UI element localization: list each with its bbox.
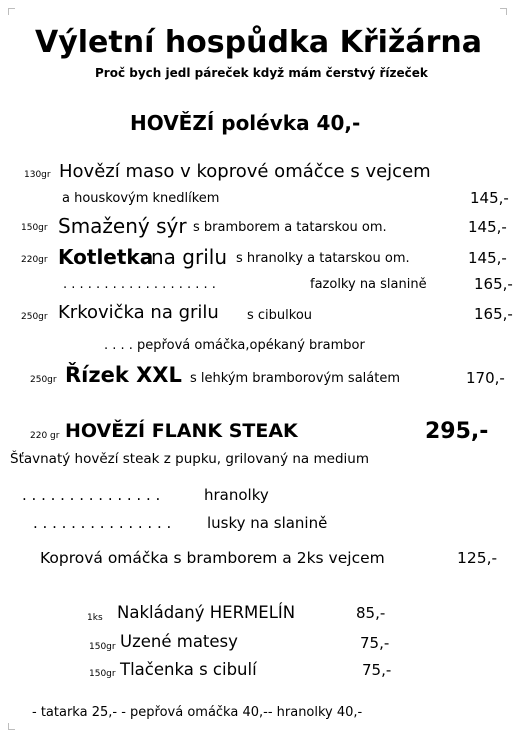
koprova-omacka-price: 125,- [457,549,498,567]
kotleta-weight: 220gr [21,255,48,265]
syr-name: Smažený sýr [58,214,187,238]
rizek-weight: 250gr [30,375,57,385]
steak-weight: 220 gr [30,431,60,441]
menu-title: Výletní hospůdka Křižárna [35,25,483,60]
soup-line: HOVĚZÍ polévka 40,- [130,111,361,135]
kotleta-name-rest: na grilu [151,245,227,269]
steak-dots-2: . . . . . . . . . . . . . . . [33,514,172,532]
kotleta-price: 145,- [468,249,507,267]
matesy-price: 75,- [360,634,390,652]
rizek-name: Řízek XXL [65,363,182,387]
steak-name: HOVĚZÍ FLANK STEAK [65,420,298,442]
krkovicka-price: 165,- [474,305,513,323]
crop-mark-top-left [8,8,15,15]
matesy-weight: 150gr [89,642,116,652]
crop-mark-top-right [500,8,507,15]
steak-price: 295,- [425,419,489,444]
steak-description: Šťavnatý hovězí steak z pupku, grilovaný na medium [10,451,369,467]
steak-dots-1: . . . . . . . . . . . . . . . [22,486,161,504]
hermelin-price: 85,- [356,604,386,622]
tlacenka-price: 75,- [362,661,392,679]
footer-extras: - tatarka 25,- - pepřová omáčka 40,-- hranolky 40,- [32,705,363,720]
koprova-name: Hovězí maso v koprové omáčce s vejcem [59,161,431,182]
kotleta-alt-side: fazolky na slanině [310,277,427,292]
matesy-name: Uzené matesy [120,632,238,651]
syr-side: s bramborem a tatarskou om. [193,220,387,235]
krkovicka-weight: 250gr [21,312,48,322]
koprova-omacka-line: Koprová omáčka s bramborem a 2ks vejcem [40,549,385,567]
steak-side-2: lusky na slanině [207,514,328,532]
rizek-price: 170,- [466,369,505,387]
kotleta-side: s hranolky a tatarskou om. [236,251,410,266]
krkovicka-extra: . . . . pepřová omáčka,opékaný brambor [104,338,365,353]
crop-mark-bottom-left [8,723,15,730]
tlacenka-weight: 150gr [89,669,116,679]
kotleta-alt-price: 165,- [474,275,513,293]
kotleta-dots: . . . . . . . . . . . . . . . . . . . [63,277,216,292]
steak-side-1: hranolky [204,486,269,504]
kotleta-name-bold: Kotletka [58,245,154,269]
rizek-side: s lehkým bramborovým salátem [190,371,401,386]
tlacenka-name: Tlačenka s cibulí [120,660,257,679]
koprova-weight: 130gr [24,170,51,180]
koprova-price: 145,- [470,189,509,207]
krkovicka-name: Krkovička na grilu [58,302,219,323]
hermelin-weight: 1ks [87,613,103,623]
koprova-side: a houskovým knedlíkem [62,191,220,206]
hermelin-name: Nakládaný HERMELÍN [117,603,296,622]
krkovicka-side: s cibulkou [247,308,313,323]
menu-tagline: Proč bych jedl páreček když mám čerstvý řízeček [95,66,428,80]
syr-weight: 150gr [21,223,48,233]
syr-price: 145,- [468,218,507,236]
